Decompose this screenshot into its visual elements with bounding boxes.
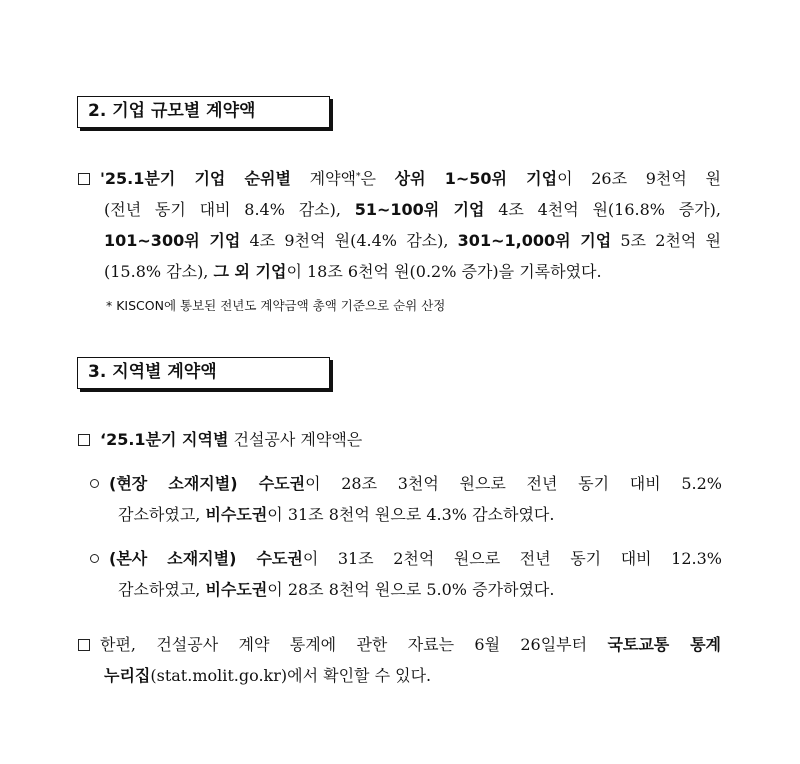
emphasis-text: 국토교통 통계 bbox=[607, 635, 721, 654]
body-text: 4조 9천억 원(4.4% 감소), bbox=[240, 231, 458, 250]
paragraph-line bbox=[90, 468, 722, 499]
list-item-site-location bbox=[90, 468, 722, 499]
body-text: 은 bbox=[360, 169, 395, 188]
emphasis-text: 101~300위 기업 bbox=[104, 231, 241, 250]
emphasis-text: 상위 1~50위 기업 bbox=[394, 169, 558, 188]
paragraph-line bbox=[118, 499, 722, 530]
body-text: 이 31조 8천억 원으로 4.3% 감소하였다. bbox=[267, 505, 555, 524]
body-text: (15.8% 감소), bbox=[104, 262, 214, 281]
body-text: 5조 2천억 원 bbox=[611, 231, 721, 250]
body-text: 이 18조 6천억 원(0.2% 증가)을 기록하였다. bbox=[286, 262, 602, 281]
paragraph-line bbox=[118, 574, 722, 605]
paragraph-line bbox=[78, 424, 721, 455]
paragraph-statistics-portal-cont bbox=[104, 660, 721, 691]
emphasis-text: 51~100위 기업 bbox=[354, 200, 485, 219]
body-text: 이 28조 3천억 원으로 전년 동기 대비 5.2% bbox=[305, 474, 722, 493]
emphasis-text: (현장 소재지별) 수도권 bbox=[109, 474, 306, 493]
emphasis-text: '25.1분기 기업 순위별 bbox=[100, 169, 291, 188]
emphasis-text: 누리집 bbox=[104, 666, 151, 685]
checkbox-bullet-icon bbox=[78, 173, 90, 185]
paragraph-region-intro bbox=[78, 424, 721, 455]
section-title-region: 3. 지역별 계약액 bbox=[77, 357, 330, 389]
body-text: 이 28조 8천억 원으로 5.0% 증가하였다. bbox=[267, 580, 555, 599]
body-text: (stat.molit.go.kr)에서 확인할 수 있다. bbox=[150, 666, 432, 685]
emphasis-text: ‘25.1분기 지역별 bbox=[100, 430, 229, 449]
circle-bullet-icon bbox=[90, 554, 99, 563]
body-text: (전년 동기 대비 8.4% 감소), bbox=[104, 200, 355, 219]
section-title-company-size: 2. 기업 규모별 계약액 bbox=[77, 96, 330, 128]
footnote-mark: * bbox=[355, 172, 361, 182]
footnote: * KISCON에 통보된 전년도 계약금액 총액 기준으로 순위 산정 bbox=[106, 298, 446, 313]
emphasis-text: (본사 소재지별) 수도권 bbox=[109, 549, 303, 568]
body-text: 이 26조 9천억 원 bbox=[557, 169, 721, 188]
list-item-hq-location bbox=[90, 543, 722, 574]
circle-bullet-icon bbox=[90, 479, 99, 488]
paragraph-line bbox=[104, 660, 721, 691]
paragraph-company-rank bbox=[78, 163, 721, 194]
list-item-hq-location-cont bbox=[118, 574, 722, 605]
body-text: 한편, 건설공사 계약 통계에 관한 자료는 6월 26일부터 bbox=[100, 635, 608, 654]
emphasis-text: 그 외 기업 bbox=[213, 262, 287, 281]
list-item-site-location-cont bbox=[118, 499, 722, 530]
paragraph-line bbox=[78, 629, 721, 660]
body-text: 4조 4천억 원(16.8% 증가), bbox=[484, 200, 721, 219]
paragraph-line bbox=[104, 256, 721, 287]
paragraph-company-rank-cont bbox=[104, 194, 721, 287]
paragraph-line bbox=[78, 163, 721, 194]
checkbox-bullet-icon bbox=[78, 639, 90, 651]
body-text: 감소하였고, bbox=[118, 505, 206, 524]
checkbox-bullet-icon bbox=[78, 434, 90, 446]
paragraph-line bbox=[104, 194, 721, 225]
body-text: 건설공사 계약액은 bbox=[228, 430, 363, 449]
paragraph-line bbox=[104, 225, 721, 256]
emphasis-text: 비수도권 bbox=[205, 580, 268, 599]
emphasis-text: 비수도권 bbox=[205, 505, 268, 524]
emphasis-text: 301~1,000위 기업 bbox=[457, 231, 612, 250]
body-text: 계약액 bbox=[290, 169, 356, 188]
paragraph-line bbox=[90, 543, 722, 574]
body-text: 이 31조 2천억 원으로 전년 동기 대비 12.3% bbox=[302, 549, 722, 568]
body-text: 감소하였고, bbox=[118, 580, 206, 599]
paragraph-statistics-portal bbox=[78, 629, 721, 660]
